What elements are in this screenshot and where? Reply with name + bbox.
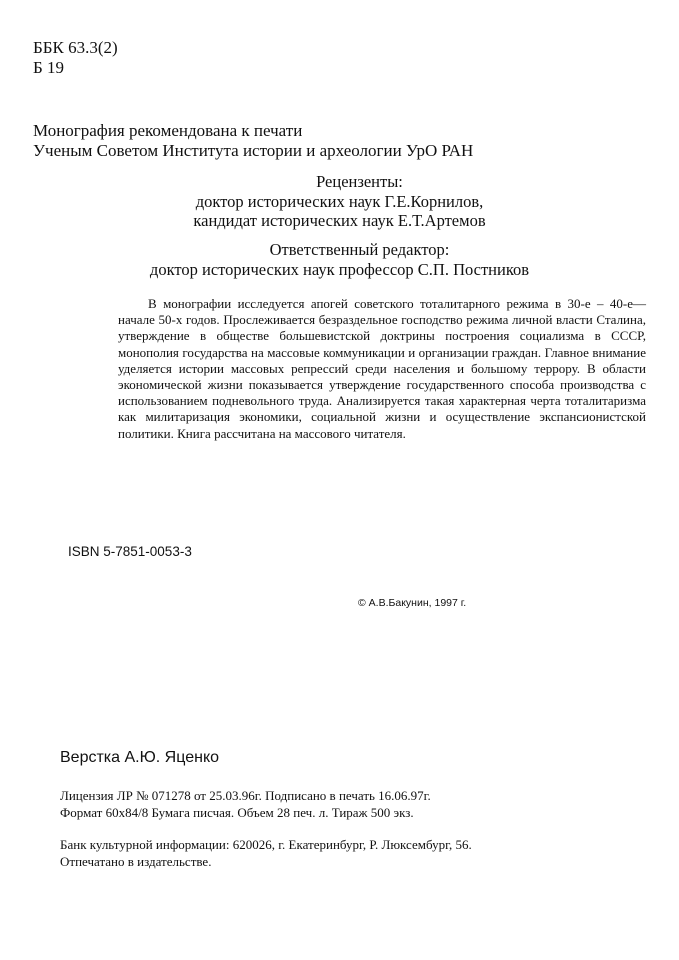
license-line-2: Формат 60х84/8 Бумага писчая. Объем 28 печ. л. Тираж 500 экз. — [60, 805, 414, 820]
editor-block — [0, 240, 679, 279]
recommendation-line-2: Ученым Советом Института истории и археологии УрО РАН — [33, 141, 474, 160]
reviewer-2: кандидат исторических наук Е.Т.Артемов — [193, 211, 486, 230]
editor-name: доктор исторических наук профессор С.П. Постников — [149, 259, 530, 279]
license-line-1: Лицензия ЛР № 071278 от 25.03.96г. Подписано в печать 16.06.97г. — [60, 788, 431, 803]
abstract-text: В монографии исследуется апогей советского тоталитарного режима в 30-е – 40-е—начале 50-х годов. Прослеживается безраздельное господство режима личной власти Сталина, утверждение в обществе большевистской доктрины построения социализма в СССР, монополия государства на массовые коммуникации и организации граждан. Главное внимание уделяется истории массовых репрессий среди населения и большому террору. В области экономической жизни показывается утверждение государственного способа производства с использованием подневольного труда. Анализируется такая характерная черта тоталитаризма как милитаризация экономики, социальной жизни и осуществление экспансионистской политики. Книга рассчитана на массового читателя. — [118, 296, 646, 441]
bbk-code: ББК 63.3(2) — [33, 38, 118, 57]
abstract — [118, 296, 646, 442]
isbn: ISBN 5-7851-0053-3 — [68, 544, 192, 559]
copyright: © А.В.Бакунин, 1997 г. — [358, 597, 467, 609]
editor-heading: Ответственный редактор: — [269, 240, 450, 259]
reviewers-block — [0, 172, 679, 231]
publisher-info — [60, 836, 472, 870]
recommendation-line-1: Монография рекомендована к печати — [33, 121, 303, 140]
layout-credit: Верстка А.Ю. Яценко — [60, 749, 220, 766]
printed-note: Отпечатано в издательстве. — [60, 854, 212, 869]
bbk-classification — [33, 38, 118, 78]
reviewer-1: доктор исторических наук Г.Е.Корнилов, — [195, 191, 484, 211]
author-mark: Б 19 — [33, 58, 65, 77]
license-block — [60, 787, 431, 821]
reviewers-heading: Рецензенты: — [316, 172, 403, 191]
recommendation-note — [33, 121, 473, 161]
publisher-address: Банк культурной информации: 620026, г. Екатеринбург, Р. Люксембург, 56. — [60, 837, 472, 852]
